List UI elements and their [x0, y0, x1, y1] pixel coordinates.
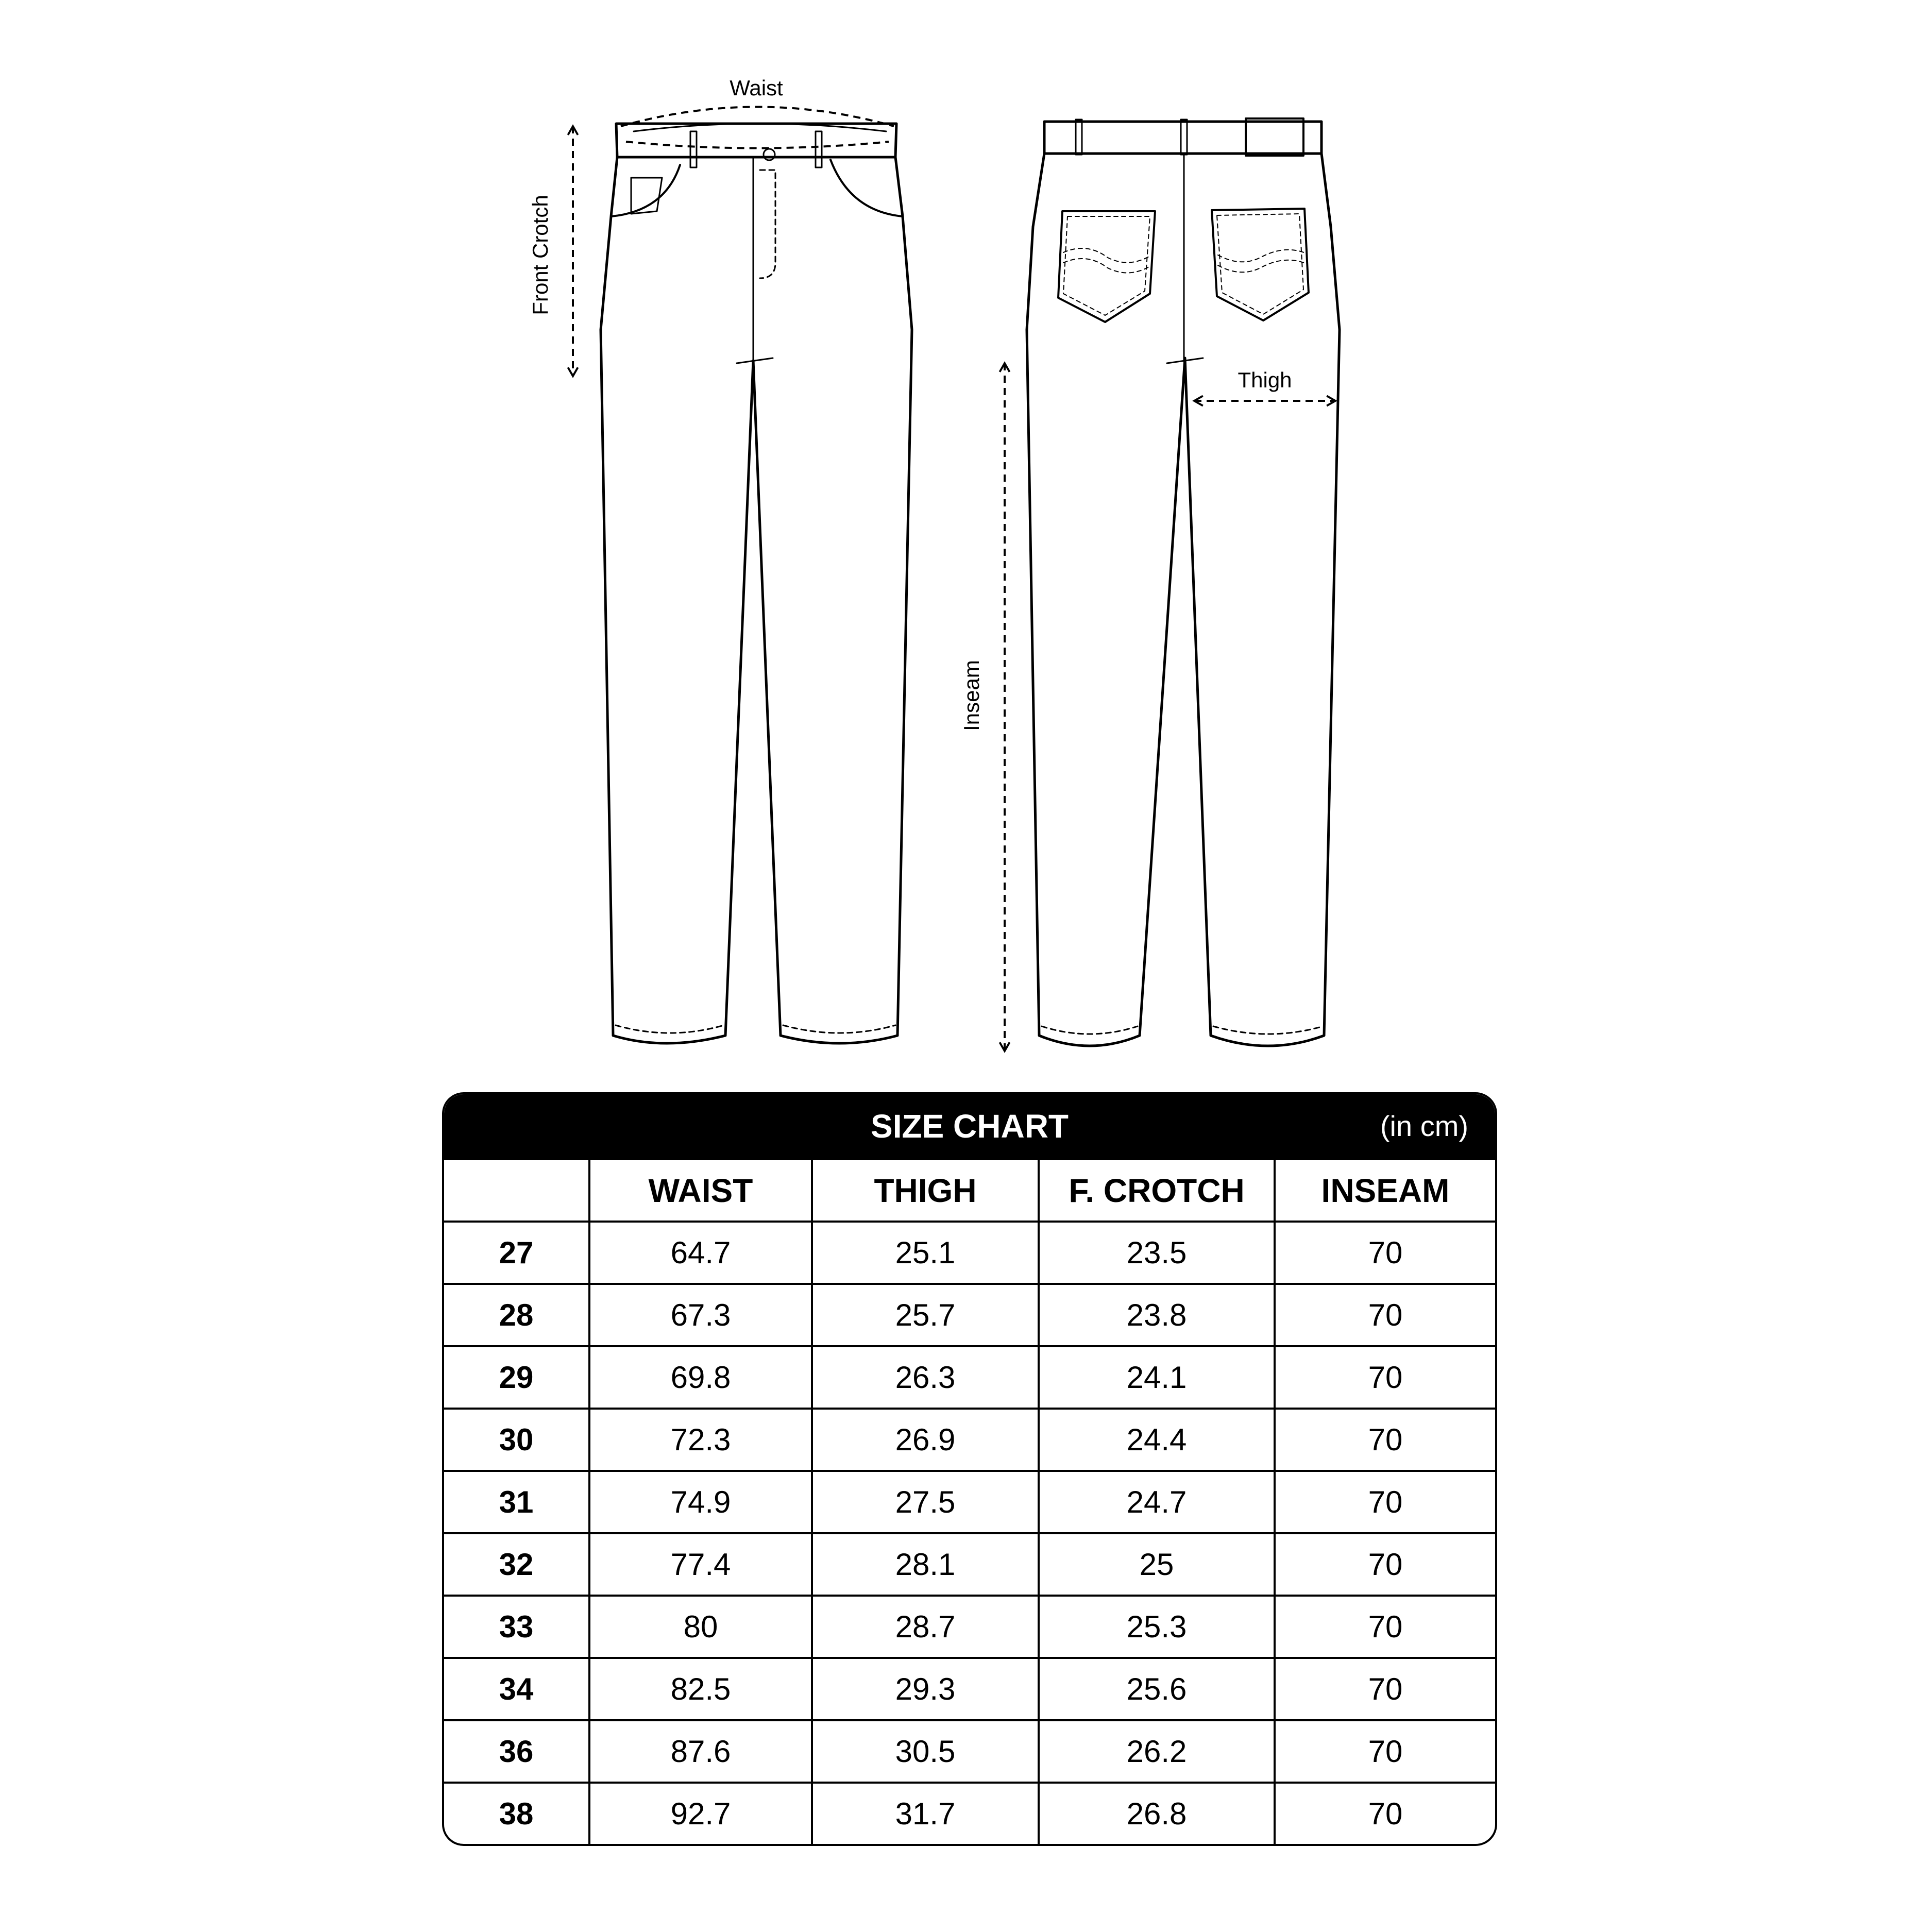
cell-size: 29 — [444, 1346, 589, 1409]
cell-size: 27 — [444, 1222, 589, 1284]
column-header-thigh: THIGH — [812, 1159, 1039, 1222]
cell-thigh: 26.3 — [812, 1346, 1039, 1409]
cell-f-crotch: 25.3 — [1039, 1596, 1275, 1658]
table-row — [444, 1783, 1495, 1844]
jeans-front-view — [601, 124, 912, 1043]
size-chart-table — [442, 1092, 1497, 1846]
cell-inseam: 70 — [1275, 1783, 1495, 1844]
cell-waist: 64.7 — [589, 1222, 812, 1284]
cell-thigh: 26.9 — [812, 1409, 1039, 1471]
column-header-size — [444, 1159, 589, 1222]
cell-waist: 72.3 — [589, 1409, 812, 1471]
front-crotch-label: Front Crotch — [528, 195, 552, 315]
table-row — [444, 1284, 1495, 1346]
cell-inseam: 70 — [1275, 1222, 1495, 1284]
cell-inseam: 70 — [1275, 1471, 1495, 1533]
cell-waist: 92.7 — [589, 1783, 812, 1844]
cell-size: 33 — [444, 1596, 589, 1658]
thigh-label: Thigh — [1238, 368, 1292, 392]
cell-f-crotch: 23.8 — [1039, 1284, 1275, 1346]
cell-f-crotch: 26.8 — [1039, 1783, 1275, 1844]
size-chart-unit: (in cm) — [1380, 1110, 1468, 1142]
cell-inseam: 70 — [1275, 1596, 1495, 1658]
cell-waist: 69.8 — [589, 1346, 812, 1409]
cell-f-crotch: 23.5 — [1039, 1222, 1275, 1284]
table-body — [444, 1222, 1495, 1844]
jeans-back-view — [1027, 118, 1340, 1046]
cell-size: 38 — [444, 1783, 589, 1844]
table-row — [444, 1222, 1495, 1284]
cell-waist: 67.3 — [589, 1284, 812, 1346]
size-chart-title: SIZE CHART — [871, 1108, 1069, 1145]
column-header-f-crotch: F. CROTCH — [1039, 1159, 1275, 1222]
cell-size: 28 — [444, 1284, 589, 1346]
cell-size: 31 — [444, 1471, 589, 1533]
cell-inseam: 70 — [1275, 1720, 1495, 1783]
cell-size: 32 — [444, 1533, 589, 1596]
cell-thigh: 28.7 — [812, 1596, 1039, 1658]
table-row — [444, 1596, 1495, 1658]
table-header-row — [444, 1159, 1495, 1222]
cell-f-crotch: 24.7 — [1039, 1471, 1275, 1533]
table-row — [444, 1471, 1495, 1533]
inseam-label: Inseam — [959, 660, 984, 731]
column-header-waist: WAIST — [589, 1159, 812, 1222]
table-row — [444, 1346, 1495, 1409]
cell-waist: 87.6 — [589, 1720, 812, 1783]
cell-inseam: 70 — [1275, 1284, 1495, 1346]
cell-thigh: 28.1 — [812, 1533, 1039, 1596]
cell-thigh: 30.5 — [812, 1720, 1039, 1783]
cell-inseam: 70 — [1275, 1658, 1495, 1720]
cell-thigh: 25.7 — [812, 1284, 1039, 1346]
size-chart-header — [444, 1094, 1495, 1158]
cell-waist: 80 — [589, 1596, 812, 1658]
table-row — [444, 1533, 1495, 1596]
table-row — [444, 1720, 1495, 1783]
waist-label: Waist — [730, 76, 783, 100]
cell-thigh: 27.5 — [812, 1471, 1039, 1533]
cell-size: 36 — [444, 1720, 589, 1783]
table-row — [444, 1409, 1495, 1471]
table-row — [444, 1658, 1495, 1720]
size-table — [444, 1158, 1495, 1844]
cell-f-crotch: 24.4 — [1039, 1409, 1275, 1471]
cell-size: 34 — [444, 1658, 589, 1720]
cell-thigh: 31.7 — [812, 1783, 1039, 1844]
cell-inseam: 70 — [1275, 1346, 1495, 1409]
cell-inseam: 70 — [1275, 1409, 1495, 1471]
cell-inseam: 70 — [1275, 1533, 1495, 1596]
cell-thigh: 29.3 — [812, 1658, 1039, 1720]
cell-f-crotch: 24.1 — [1039, 1346, 1275, 1409]
cell-size: 30 — [444, 1409, 589, 1471]
cell-waist: 74.9 — [589, 1471, 812, 1533]
column-header-inseam: INSEAM — [1275, 1159, 1495, 1222]
cell-waist: 77.4 — [589, 1533, 812, 1596]
cell-f-crotch: 25 — [1039, 1533, 1275, 1596]
cell-waist: 82.5 — [589, 1658, 812, 1720]
cell-f-crotch: 26.2 — [1039, 1720, 1275, 1783]
cell-f-crotch: 25.6 — [1039, 1658, 1275, 1720]
cell-thigh: 25.1 — [812, 1222, 1039, 1284]
